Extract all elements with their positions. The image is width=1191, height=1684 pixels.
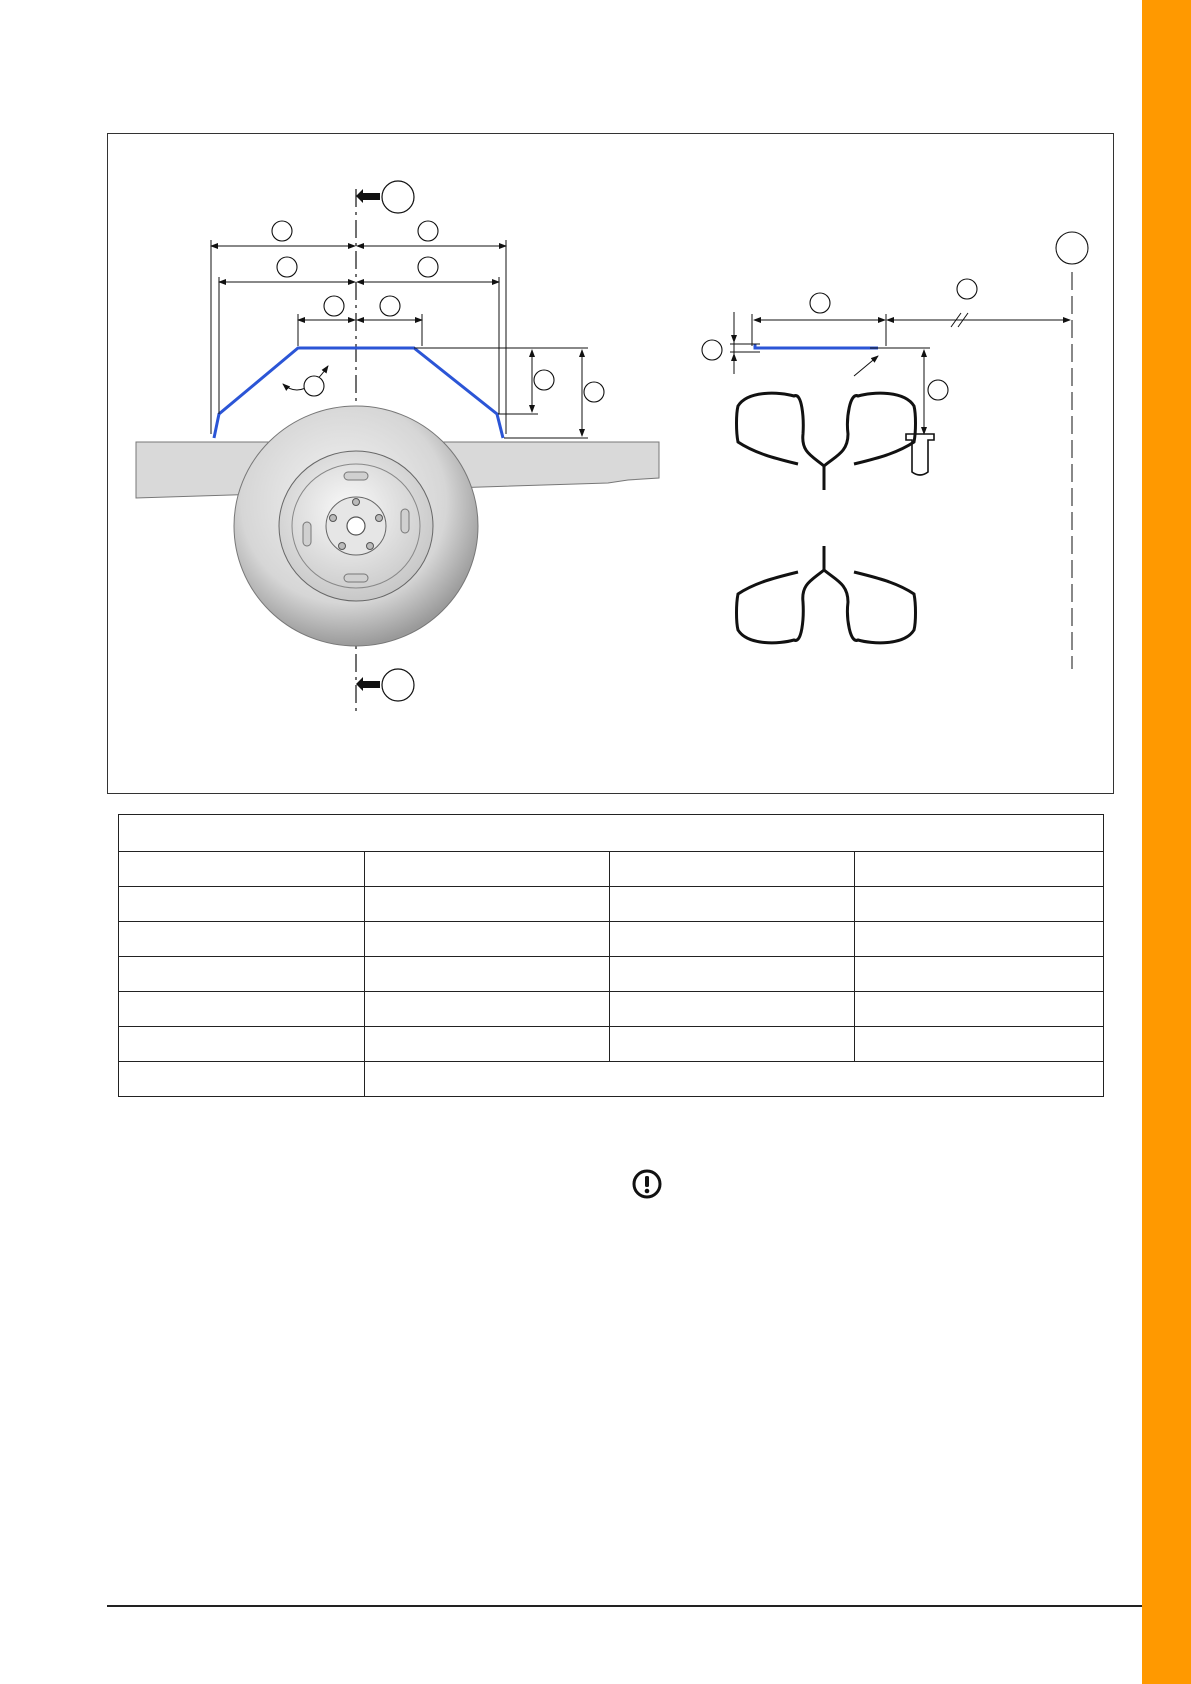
tyre-wheel-illustration bbox=[234, 406, 478, 646]
table-cell bbox=[119, 1062, 365, 1097]
twin-wheel-section-icon bbox=[737, 393, 916, 490]
profile-section-icon bbox=[755, 344, 878, 348]
table-cell bbox=[610, 992, 855, 1027]
table-cell bbox=[119, 887, 365, 922]
table-cell bbox=[365, 922, 610, 957]
table-cell bbox=[119, 1027, 365, 1062]
footer-rule bbox=[107, 1605, 1142, 1607]
table-cell bbox=[855, 922, 1104, 957]
table-row bbox=[119, 1027, 1104, 1062]
table-cell bbox=[365, 992, 610, 1027]
specification-table bbox=[118, 814, 1104, 1097]
table-cell bbox=[365, 887, 610, 922]
table-row bbox=[119, 992, 1104, 1027]
table-row bbox=[119, 1062, 1104, 1097]
table-cell bbox=[610, 887, 855, 922]
table-row bbox=[119, 887, 1104, 922]
table-cell bbox=[119, 992, 365, 1027]
dimension-drawing bbox=[108, 134, 1113, 793]
caution-icon bbox=[631, 1168, 663, 1200]
table-cell bbox=[119, 957, 365, 992]
table-title-cell bbox=[119, 815, 1104, 852]
table-row bbox=[119, 922, 1104, 957]
table-cell bbox=[119, 922, 365, 957]
twin-wheel-section-icon bbox=[737, 546, 916, 643]
table-cell bbox=[610, 922, 855, 957]
table-cell bbox=[610, 957, 855, 992]
body-outline-profile bbox=[755, 344, 878, 348]
table-cell bbox=[610, 1027, 855, 1062]
table-cell-merged bbox=[365, 1062, 1104, 1097]
dimension-lines-left bbox=[211, 240, 588, 438]
buffer-icon bbox=[906, 434, 934, 475]
table-cell bbox=[365, 852, 610, 887]
table-row bbox=[119, 957, 1104, 992]
table-cell bbox=[855, 957, 1104, 992]
table-cell bbox=[365, 1027, 610, 1062]
table-row bbox=[119, 852, 1104, 887]
table-cell bbox=[119, 852, 365, 887]
dimension-lines-right bbox=[730, 272, 1072, 669]
table-cell bbox=[855, 887, 1104, 922]
dimension-figure bbox=[107, 133, 1114, 794]
table-cell bbox=[855, 992, 1104, 1027]
table-cell bbox=[855, 1027, 1104, 1062]
table-cell bbox=[855, 852, 1104, 887]
section-arrow-icon bbox=[356, 181, 414, 213]
callouts-right bbox=[702, 232, 1088, 400]
table-cell bbox=[365, 957, 610, 992]
table-title-row bbox=[119, 815, 1104, 852]
table-cell bbox=[610, 852, 855, 887]
side-accent-bar bbox=[1142, 0, 1191, 1684]
section-arrow-icon bbox=[356, 669, 414, 701]
